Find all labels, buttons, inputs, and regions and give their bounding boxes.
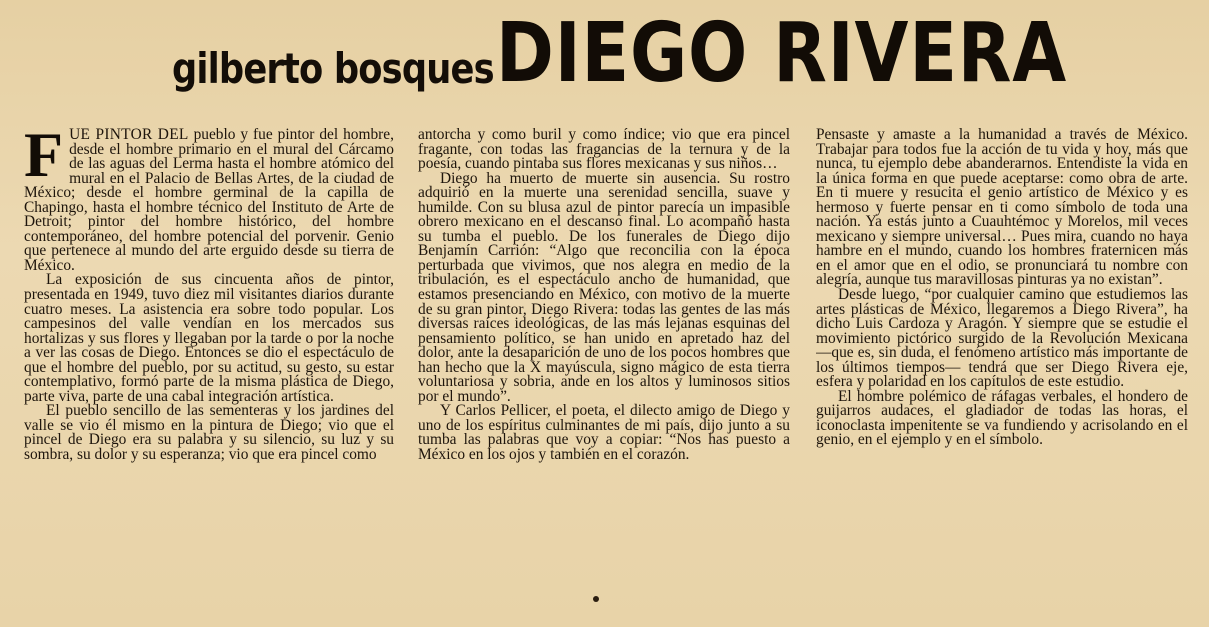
author-byline: gilberto bosques: [172, 44, 494, 93]
paragraph: Y Carlos Pellicer, el poeta, el dilecto amigo de Diego y uno de los espíritus culminantes de mi país, dijo junto a su tumba las palabras que voy a copiar: “Nos has puesto a México en los ojos y también en el corazón.: [418, 402, 790, 464]
lead-in: UE PINTOR DEL: [69, 128, 189, 143]
drop-cap: F: [24, 128, 64, 190]
paragraph: El pueblo sencillo de las sementeras y los jardines del valle se vio él mismo en la pintura de Diego; vio que el pincel de Diego era su palabra y su silencio, su luz y su sombra, su dolor y su esperanza; vio que era pincel como: [24, 402, 394, 464]
article-column-1: [24, 128, 394, 590]
paragraph: [24, 128, 394, 273]
end-mark-dot: [593, 596, 599, 602]
paragraph: Desde luego, “por cualquier camino que estudiemos las artes plásticas de México, llegaremos a Diego Rivera”, ha dicho Luis Cardoza y Aragón. Y siempre que se estudie el movimiento pictórico surgido de la Revolución Mexicana —que es, sin duda, el fenómeno artístico más importante de los últimos tiempos— tendrá que ser Diego Rivera eje, esfera y polaridad en los capítulos de este estudio.: [816, 286, 1188, 391]
paragraph: antorcha y como buril y como índice; vio que era pincel fragante, con todas las fragancias de la ternura y de la poesía, cuando pintaba sus flores mexicanas y sus niños…: [418, 128, 790, 173]
article-header: [0, 0, 1209, 120]
paragraph: La exposición de sus cincuenta años de pintor, presentada en 1949, tuvo diez mil visitantes diarios durante cuatro meses. La asistencia era sobre todo popular. Los campesinos del valle vendían en los mercados sus hortalizas y sus flores y llegaban por la tarde o por la noche a ver las cosas de Diego. Entonces se dio el espectáculo de que el hombre del pueblo, por su actitud, su gesto, su estar contemplativo, formó parte de la misma plástica de Diego, parte viva, parte de una cabal integración artística.: [24, 271, 394, 405]
paragraph: El hombre polémico de ráfagas verbales, el hondero de guijarros audaces, el gladiador de todas las horas, el iconoclasta impenitente se va fundiendo y acrisolando en el genio, en el ejemplo y en el símbolo.: [816, 387, 1188, 449]
article-title: DIEGO RIVERA: [496, 6, 1068, 101]
paragraph: Diego ha muerto de muerte sin ausencia. Su rostro adquirió en la muerte una serenidad sencilla, suave y humilde. Con su blusa azul de pintor parecía un impasible obrero mexicano en el descanso final. Lo acompañó hasta su tumba el pueblo. De los funerales de Diego dijo Benjamín Carrión: “Algo que reconcilia con la época perturbada que vivimos, que nos alegra en medio de la tribulación, es el espectáculo ancho de humanidad, que estamos presenciando en México, con motivo de la muerte de su gran pintor, Diego Rivera: todas las gentes de las más diversas raíces ideológicas, de las más lejanas esquinas del pensamiento político, se han unido en apretado haz del dolor, ante la desaparición de uno de los pocos hombres que han hecho que la X mayúscula, signo mágico de esta tierra voluntariosa y sobria, ande en los altos y luminosos sitios por el mundo”.: [418, 169, 790, 405]
paragraph: Pensaste y amaste a la humanidad a través de México. Trabajar para todos fue la acción de tu vida y hoy, más que nunca, tu ejemplo debe abanderarnos. Entendiste la vida en la única forma en que puede aceptarse: como obra de arte. En ti muere y resucita el genio artístico de México y es hermoso y fuerte pensar en ti como símbolo de toda una nación. Ya estás junto a Cuauhtémoc y Morelos, mil veces mexicano y siempre universal… Pues mira, cuando no haya hambre en el mundo, cuando los hombres fraternicen más en el amor que en el odio, se pronunciará tu nombre con alegría, aunque tus maravillosas pinturas ya no existan”.: [816, 128, 1188, 289]
article-column-2: [418, 128, 790, 590]
paragraph-text: pueblo y fue pintor del hombre, desde el hombre primario en el mural del Cárcamo de las aguas del Lerma hasta el hombre atómico del mural en el Palacio de Bellas Artes, de la ciudad de México; desde el hombre germinal de la capilla de Chapingo, hasta el hombre técnico del Instituto de Arte de Detroit; pintor del hombre histórico, del hombre contemporáneo, del hombre potencial del porvenir. Genio que pertenece al mundo del arte erguido desde su tierra de México.: [24, 128, 394, 274]
article-column-3: [816, 128, 1188, 590]
